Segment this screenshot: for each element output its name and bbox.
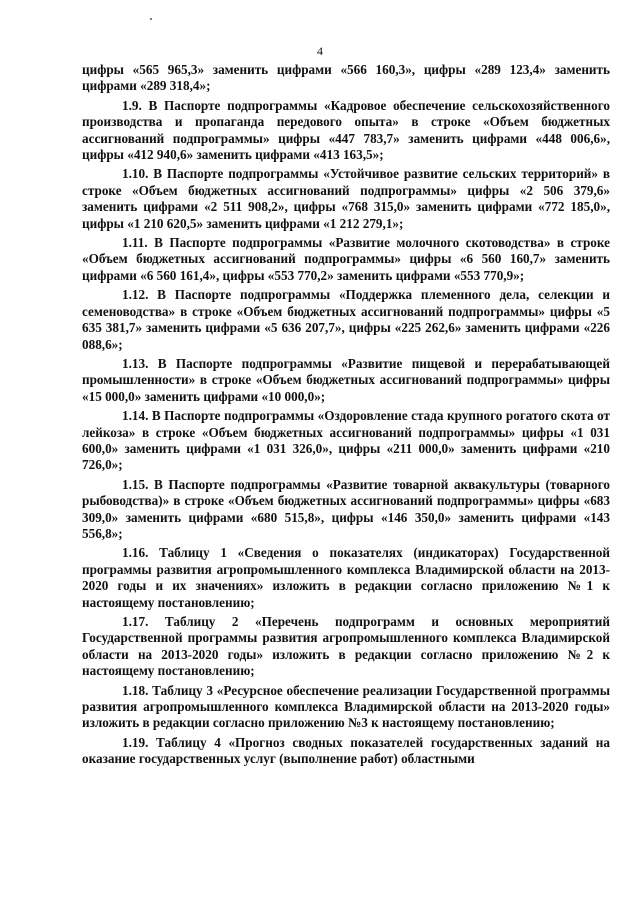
paragraph-1-15: 1.15. В Паспорте подпрограммы «Развитие товарной аквакультуры (товарного рыбоводства)» в строке «Объем бюджетных ассигнований подпрограммы» цифры «683 309,0» заменить цифрами «680 515,8», цифры «146 350,0» заменить цифрами «143 556,8»; [82,476,610,541]
paragraph-1-13: 1.13. В Паспорте подпрограммы «Развитие пищевой и перерабатывающей промышленности» в строке «Объем бюджетных ассигнований подпрограммы» цифры «15 000,0» заменить цифрами «10 000,0»; [82,355,610,404]
paragraph-1-18: 1.18. Таблицу 3 «Ресурсное обеспечение реализации Государственной программы развития агропромышленного комплекса Владимирской области на 2013-2020 годы» изложить в редакции согласно приложению №3 к настоящему постановлению; [82,682,610,731]
scan-speck [150,18,152,20]
paragraph-continuation: цифры «565 965,3» заменить цифрами «566 160,3», цифры «289 123,4» заменить цифрами «289 318,4»; [82,62,610,94]
paragraph-1-9: 1.9. В Паспорте подпрограммы «Кадровое обеспечение сельскохозяйственного производства и пропаганда передового опыта» в строке «Объем бюджетных ассигнований подпрограммы» цифры «447 783,7» заменить цифрами «448 006,6», цифры «412 940,6» заменить цифрами «413 163,5»; [82,97,610,163]
page-number: 4 [317,44,323,58]
document-body [82,62,610,771]
paragraph-1-19: 1.19. Таблицу 4 «Прогноз сводных показателей государственных заданий на оказание государственных услуг (выполнение работ) областными [82,734,610,767]
paragraph-1-12: 1.12. В Паспорте подпрограммы «Поддержка племенного дела, селекции и семеноводства» в строке «Объем бюджетных ассигнований подпрограммы» цифры «5 635 381,7» заменить цифрами «5 636 207,7», цифры «225 262,6» заменить цифрами «226 088,6»; [82,287,610,352]
paragraph-1-11: 1.11. В Паспорте подпрограммы «Развитие молочного скотоводства» в строке «Объем бюджетных ассигнований подпрограммы» цифры «6 560 160,7» заменить цифрами «6 560 161,4», цифры «553 770,2» заменить цифрами «553 770,9»; [82,235,610,283]
paragraph-1-10: 1.10. В Паспорте подпрограммы «Устойчивое развитие сельских территорий» в строке «Объем бюджетных ассигнований подпрограммы» цифры «2 506 379,6» заменить цифрами «2 511 908,2», цифры «768 315,0» заменить цифрами «772 185,0», цифры «1 210 620,5» заменить цифрами «1 212 279,1»; [82,166,610,231]
paragraph-1-14: 1.14. В Паспорте подпрограммы «Оздоровление стада крупного рогатого скота от лейкоза» в строке «Объем бюджетных ассигнований подпрограммы» цифры «1 031 600,0» заменить цифрами «1 031 326,0», цифры «211 000,0» заменить цифрами «210 726,0»; [82,408,610,473]
paragraph-1-16: 1.16. Таблицу 1 «Сведения о показателях (индикаторах) Государственной программы развития агропромышленного комплекса Владимирской области на 2013-2020 годы и их значениях» изложить в редакции согласно приложению №1 к настоящему постановлению; [82,545,610,610]
paragraph-1-17: 1.17. Таблицу 2 «Перечень подпрограмм и основных мероприятий Государственной программы развития агропромышленного комплекса Владимирской области на 2013-2020 годы» изложить в редакции согласно приложению №2 к настоящему постановлению; [82,614,610,679]
